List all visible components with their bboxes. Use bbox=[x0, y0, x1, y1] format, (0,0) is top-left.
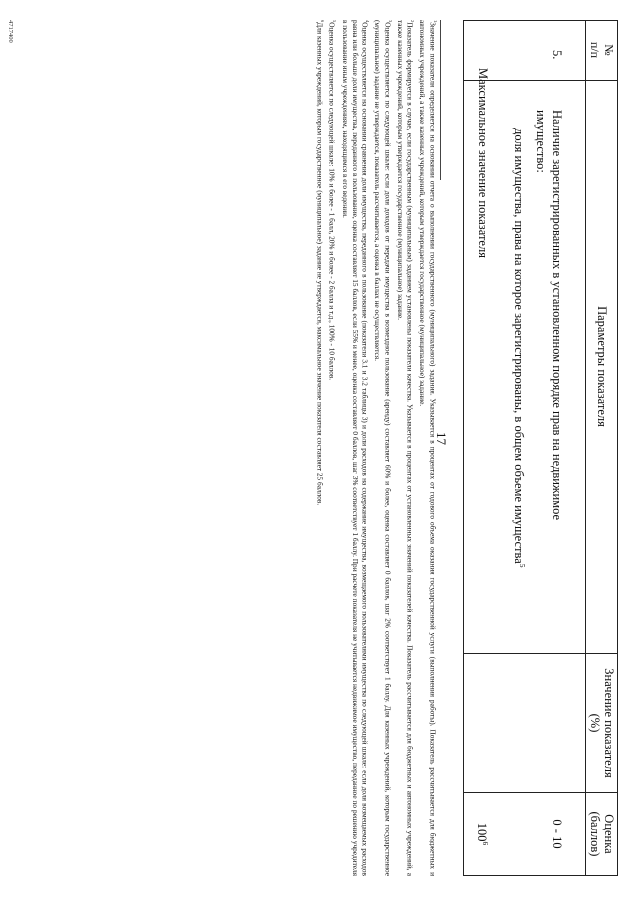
footnotes bbox=[314, 20, 440, 876]
row5-score: 0 - 10 bbox=[550, 819, 564, 849]
footnote-text: Оценка осуществляется по следующей шкале: если доля доходов от передачи имущества в возмездное пользование (аренду) составляет 60% и более, оценка составляет 0 баллов, шаг 2% соответствует 1 баллу. Для казенных учреждений, которым государственное (муниципальное) задание не утверждается, показатель рассчитывается, а оценка в баллах не осуществляется. bbox=[373, 20, 393, 876]
header-score: Оценка (баллов) bbox=[588, 811, 616, 857]
max-value-score bbox=[475, 793, 492, 875]
footnote-4 bbox=[339, 20, 372, 876]
indicator-table bbox=[464, 20, 618, 876]
page-number: 17 bbox=[434, 432, 449, 445]
row5-param-line1: Наличие зарегистрированных в установленном порядке прав на недвижимое bbox=[550, 110, 564, 521]
footnote-ref-6: 6 bbox=[481, 841, 490, 846]
footnote-text: Оценка осуществляется на основании сравнения доли имущества, переданного в пользование (показатели 3.1 и 3.2 таблицы 3) и доли расходов на содержание имущества, возмещаемого пользователями имущества по следующей шкале: если доля возмещаемых расходов равна или больше доли имущества, переданного в пользование, оценка составляет 15 баллов, если 55% и менее, оценка составляет 0 баллов, шаг 3% соответствует 1 баллу. При расчете показателя не учитывается недвижимое имущество, переданное по решению учредителя в пользование иным учреждениям, находящимся в его ведении. bbox=[340, 20, 370, 876]
footnote-mark: 5 bbox=[332, 20, 338, 23]
row5-param-line3 bbox=[512, 128, 529, 652]
footnote-ref-5: 5 bbox=[518, 563, 527, 568]
max-value-label: Максимальное значение показателя bbox=[476, 68, 490, 258]
footnote-mark: 1 bbox=[433, 20, 438, 23]
footnote-1 bbox=[417, 20, 440, 876]
footnote-6 bbox=[314, 20, 327, 876]
row5-param-line3-text: доля имущества, права на которое зарегистрированы, в общем объеме имущества bbox=[511, 128, 526, 564]
document-id: 4717400 bbox=[7, 20, 14, 43]
header-params: Параметры показателя bbox=[595, 306, 609, 427]
footnote-separator bbox=[440, 20, 441, 180]
footnote-5 bbox=[327, 20, 340, 876]
footnote-3 bbox=[372, 20, 395, 876]
row5-number: 5. bbox=[550, 50, 564, 60]
footnote-text: Для казенных учреждений, которым государственное (муниципальное) задание не утверждается, максимальное значение показателя составляет 25 баллов. bbox=[315, 22, 325, 506]
footnote-text: Оценка осуществляется по следующей шкале: 10% и более - 1 балл, 20% и более - 2 балла и т.д., 100% - 10 баллов. bbox=[328, 22, 338, 381]
footnote-text: Показатель формируется в случае, если государственным (муниципальным) заданием установлены показатели качества. Указывается в процентах от установленных значений показателей качества. Показатель рассчитывается для бюджетных и автономных учреждений, а также казенных учреждений, которым утверждается государственное (муниципальное) задание. bbox=[395, 20, 415, 876]
max-value-score-number: 100 bbox=[474, 822, 489, 842]
footnote-mark: 6 bbox=[319, 20, 325, 23]
row5-param-line2: имущество: bbox=[534, 110, 548, 173]
footnote-2 bbox=[395, 20, 418, 876]
header-value: Значение показателя (%) bbox=[588, 668, 616, 778]
header-num: № п/п bbox=[588, 41, 616, 59]
footnote-mark: 2 bbox=[410, 20, 416, 23]
footnote-text: Значение показателя определяется на основании отчета о выполнении государственного (муниципального) задания. Указывается в процентах от годового объема оказания государственной услуги (выполнения работы). Показатель рассчитывается для бюджетных и автономных учреждений, а также казенных учреждений, которым утверждается государственное (муниципальное) задание. bbox=[418, 20, 438, 876]
footnote-mark: 4 bbox=[365, 20, 371, 23]
footnote-mark: 3 bbox=[387, 20, 393, 23]
